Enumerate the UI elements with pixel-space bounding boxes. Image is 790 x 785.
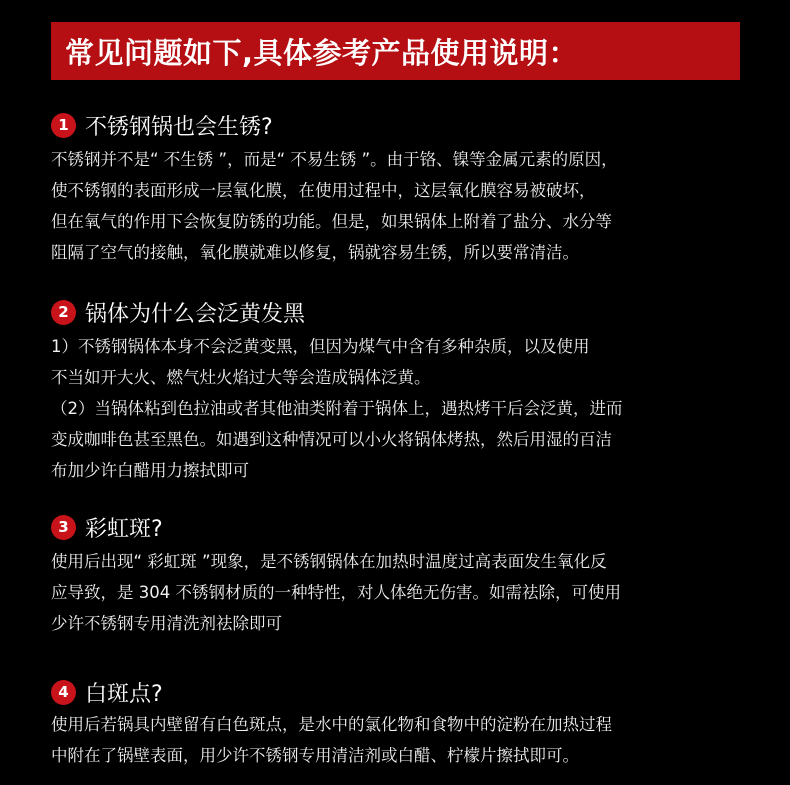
number-badge: 4 — [51, 680, 76, 705]
answer-line: 应导致，是 304 不锈钢材质的一种特性，对人体绝无伤害。如需祛除，可使用 — [51, 583, 621, 602]
faq-answer — [51, 546, 751, 639]
answer-line: 使不锈钢的表面形成一层氧化膜，在使用过程中，这层氧化膜容易被破坏， — [51, 181, 596, 200]
answer-line: 少许不锈钢专用清洗剂祛除即可 — [51, 614, 282, 633]
faq-question-row — [51, 512, 751, 542]
answer-line: 变成咖啡色甚至黑色。如遇到这种情况可以小火将锅体烤热，然后用湿的百洁 — [51, 430, 612, 449]
answer-line: 1）不锈钢锅体本身不会泛黄变黑，但因为煤气中含有多种杂质，以及使用 — [51, 337, 590, 356]
answer-line: 阻隔了空气的接触，氧化膜就难以修复，锅就容易生锈，所以要常清洁。 — [51, 243, 579, 262]
faq-answer — [51, 331, 751, 486]
answer-line: 布加少许白醋用力擦拭即可 — [51, 461, 249, 480]
page-title: 常见问题如下,具体参考产品使用说明： — [65, 35, 579, 70]
faq-question-row — [51, 110, 751, 140]
answer-line: 不锈钢并不是“ 不生锈 ”，而是“ 不易生锈 ”。由于铬、镍等金属元素的原因， — [51, 150, 618, 169]
number-badge: 2 — [51, 300, 76, 325]
faq-item-1 — [51, 110, 751, 268]
faq-question: 彩虹斑? — [85, 516, 163, 542]
faq-answer — [51, 709, 751, 771]
number-badge: 3 — [51, 515, 76, 540]
header-banner — [51, 22, 740, 80]
faq-answer — [51, 144, 751, 268]
faq-question-row — [51, 677, 751, 707]
answer-line: 不当如开大火、燃气灶火焰过大等会造成锅体泛黄。 — [51, 368, 431, 387]
answer-line: 中附在了锅壁表面，用少许不锈钢专用清洁剂或白醋、柠檬片擦拭即可。 — [51, 746, 579, 765]
answer-line: 使用后出现“ 彩虹斑 ”现象，是不锈钢锅体在加热时温度过高表面发生氧化反 — [51, 552, 607, 571]
answer-line: 使用后若锅具内壁留有白色斑点，是水中的氯化物和食物中的淀粉在加热过程 — [51, 715, 612, 734]
answer-line: 但在氧气的作用下会恢复防锈的功能。但是，如果锅体上附着了盐分、水分等 — [51, 212, 612, 231]
faq-question: 不锈钢锅也会生锈? — [85, 114, 273, 140]
answer-line: （2）当锅体粘到色拉油或者其他油类附着于锅体上，遇热烤干后会泛黄，进而 — [51, 399, 623, 418]
faq-item-2 — [51, 297, 751, 486]
faq-question: 锅体为什么会泛黄发黑 — [85, 301, 306, 327]
faq-item-3 — [51, 512, 751, 639]
number-badge: 1 — [51, 113, 76, 138]
faq-item-4 — [51, 677, 751, 771]
faq-question-row — [51, 297, 751, 327]
faq-question: 白斑点? — [85, 681, 163, 707]
